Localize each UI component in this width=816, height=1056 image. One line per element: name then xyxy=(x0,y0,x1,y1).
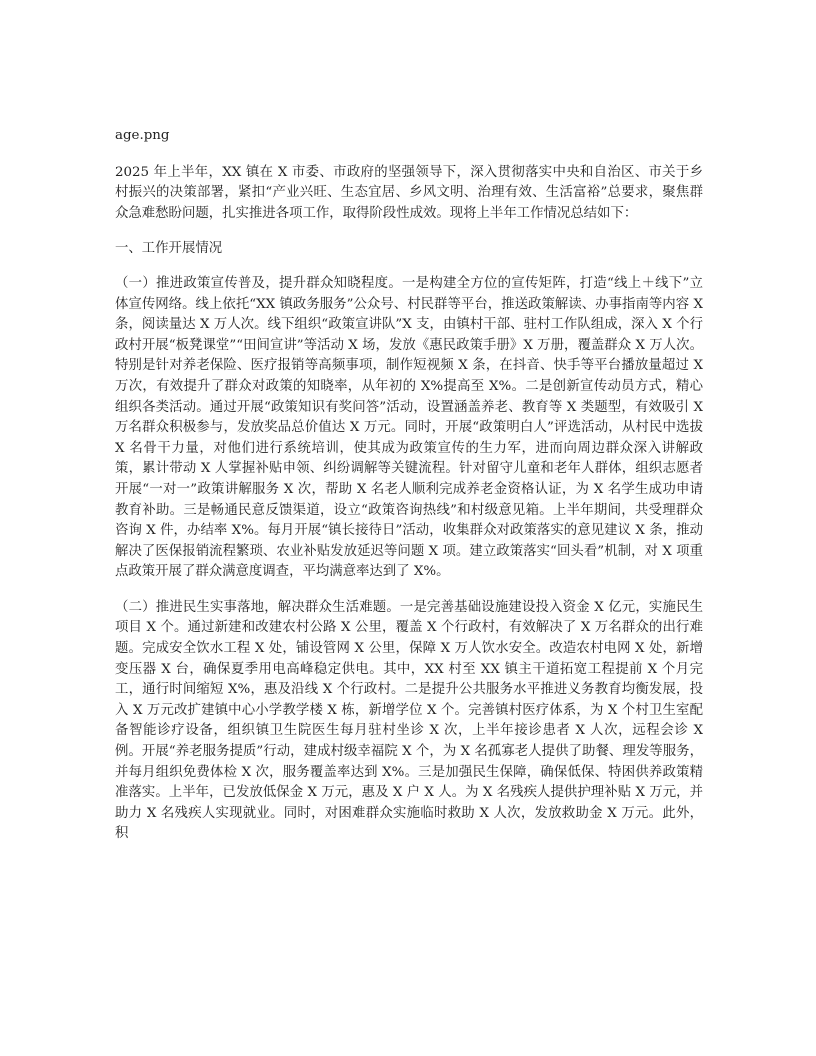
intro-paragraph: 2025 年上半年，XX 镇在 X 市委、市政府的坚强领导下，深入贯彻落实中央和自治区、市关于乡村振兴的决策部署，紧扣“产业兴旺、生态宜居、乡风文明、治理有效、生活富裕”总要求，聚焦群众急难愁盼问题，扎实推进各项工作，取得阶段性成效。现将上半年工作情况总结如下： xyxy=(115,164,703,221)
document-page xyxy=(115,126,703,860)
image-filename: age.png xyxy=(115,128,170,143)
body-paragraph-1: （一）推进政策宣传普及，提升群众知晓程度。一是构建全方位的宣传矩阵，打造“线上＋线下”立体宣传网络。线上依托“XX 镇政务服务”公众号、村民群等平台，推送政策解读、办事指南等内容 X 条，阅读量达 X 万人次。线下组织“政策宣讲队”X 支，由镇村干部、驻村工作队组成，深入 X 个行政村开展“板凳课堂”“田间宣讲”等活动 X 场，发放《惠民政策手册》X 万册，覆盖群众 X 万人次。特别是针对养老保险、医疗报销等高频事项，制作短视频 X 条，在抖音、快手等平台播放量超过 X 万次，有效提升了群众对政策的知晓率，从年初的 X%提高至 X%。二是创新宣传动员方式，精心组织各类活动。通过开展“政策知识有奖问答”活动，设置涵盖养老、教育等 X 类题型，有效吸引 X 万名群众积极参与，发放奖品总价值达 X 万元。同时，开展“政策明白人”评选活动，从村民中选拔 X 名骨干力量，对他们进行系统培训，使其成为政策宣传的生力军，进而向周边群众深入讲解政策，累计带动 X 人掌握补贴申领、纠纷调解等关键流程。针对留守儿童和老年人群体，组织志愿者开展“一对一”政策讲解服务 X 次，帮助 X 名老人顺利完成养老金资格认证，为 X 名学生成功申请教育补助。三是畅通民意反馈渠道，设立“政策咨询热线”和村级意见箱。上半年期间，共受理群众咨询 X 件，办结率 X%。每月开展“镇长接待日”活动，收集群众对政策落实的意见建议 X 条，推动解决了医保报销流程繁琐、农业补贴发放延迟等问题 X 项。建立政策落实“回头看”机制，对 X 项重点政策开展了群众满意度调查，平均满意率达到了 X%。 xyxy=(115,275,703,580)
body-paragraph-2: （二）推进民生实事落地，解决群众生活难题。一是完善基础设施建设投入资金 X 亿元，实施民生项目 X 个。通过新建和改建农村公路 X 公里，覆盖 X 个行政村，有效解决了 X 万名群众的出行难题。完成安全饮水工程 X 处，铺设管网 X 公里，保障 X 万人饮水安全。改造农村电网 X 处，新增变压器 X 台，确保夏季用电高峰稳定供电。其中，XX 村至 XX 镇主干道拓宽工程提前 X 个月完工，通行时间缩短 X%，惠及沿线 X 个行政村。二是提升公共服务水平推进义务教育均衡发展，投入 X 万元改扩建镇中心小学教学楼 X 栋，新增学位 X 个。完善镇村医疗体系，为 X 个村卫生室配备智能诊疗设备，组织镇卫生院医生每月驻村坐诊 X 次，上半年接诊患者 X 人次，远程会诊 X 例。开展“养老服务提质”行动，建成村级幸福院 X 个，为 X 名孤寡老人提供了助餐、理发等服务，并每月组织免费体检 X 次，服务覆盖率达到 X%。三是加强民生保障，确保低保、特困供养政策精准落实。上半年，已发放低保金 X 万元，惠及 X 户 X 人。为 X 名残疾人提供护理补贴 X 万元，并助力 X 名残疾人实现就业。同时，对困难群众实施临时救助 X 人次，发放救助金 X 万元。此外，积 xyxy=(115,599,703,842)
section-heading: 一、工作开展情况 xyxy=(115,241,223,257)
